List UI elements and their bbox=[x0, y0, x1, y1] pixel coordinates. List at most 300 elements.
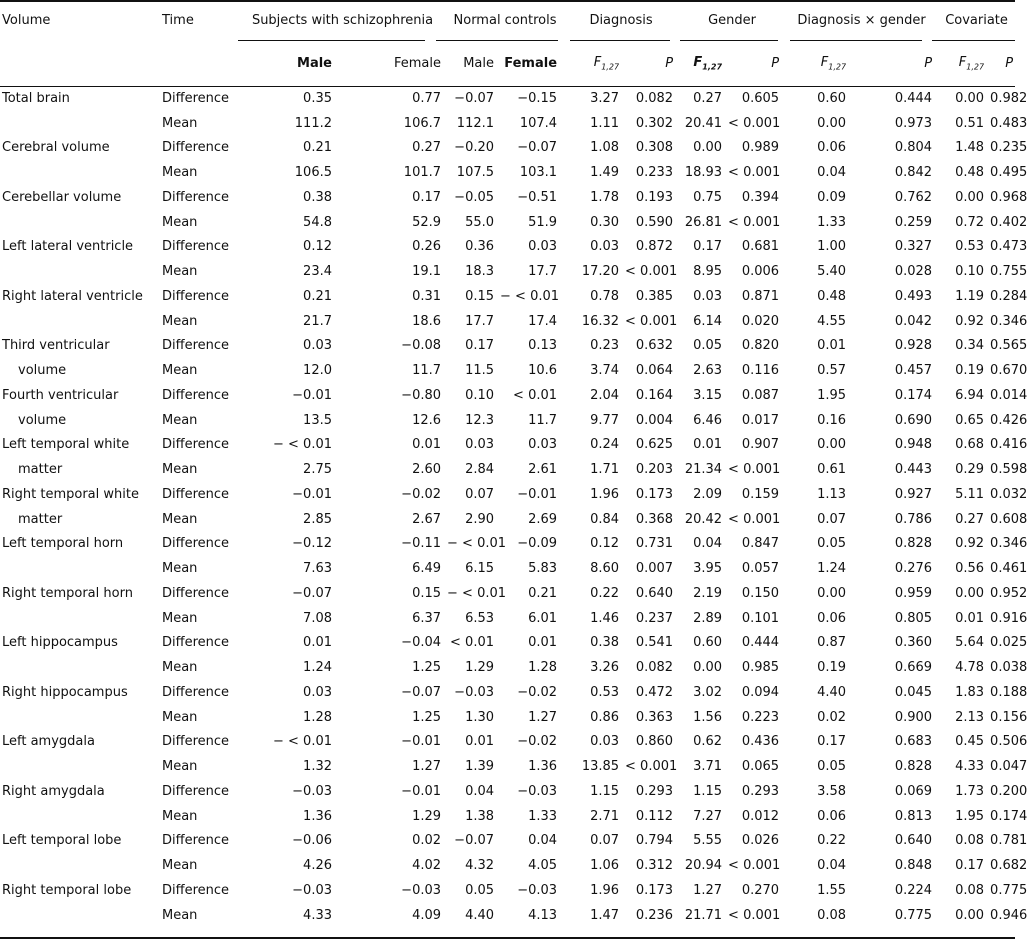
cell-volume: Right temporal white bbox=[2, 486, 139, 502]
cell-gender-p: 0.820 bbox=[741, 338, 780, 354]
cell-diagnosis-f: 0.86 bbox=[590, 709, 620, 725]
cell-covariate-f: 0.08 bbox=[955, 833, 985, 849]
cell-gender-p: 0.057 bbox=[741, 561, 780, 577]
cell-control-male: < 0.01 bbox=[450, 635, 495, 651]
cell-schizo-male: 2.75 bbox=[303, 462, 332, 478]
f-subscript: 1,27 bbox=[601, 62, 620, 72]
cell-schizo-female: 52.9 bbox=[412, 214, 442, 230]
cell-volume bbox=[0, 160, 162, 185]
cell-volume: Left temporal horn bbox=[2, 536, 124, 552]
cell-gender-p: 0.605 bbox=[741, 90, 780, 106]
cell-diagnosis-f: 1.96 bbox=[590, 882, 620, 898]
cell-diagnosis-p: 0.164 bbox=[635, 387, 674, 403]
table-row bbox=[0, 532, 1015, 557]
table-row bbox=[0, 556, 1015, 581]
cell-volume: Right temporal horn bbox=[2, 585, 133, 601]
cell-gender-f: 0.01 bbox=[693, 437, 723, 453]
f-subscript: 1,27 bbox=[966, 62, 985, 72]
cell-schizo-male: 7.63 bbox=[303, 561, 332, 577]
cell-time: Difference bbox=[162, 833, 230, 849]
table-row bbox=[0, 457, 1015, 482]
cell-gender-p: < 0.001 bbox=[728, 907, 781, 923]
cell-control-female: 1.27 bbox=[528, 709, 558, 725]
header-schizo-female: Female bbox=[394, 55, 442, 71]
cell-covariate-p: 0.682 bbox=[990, 858, 1027, 874]
cell-covariate-p: 0.565 bbox=[990, 338, 1027, 354]
cell-time: Difference bbox=[162, 189, 230, 205]
cell-interaction-f: 0.48 bbox=[817, 288, 847, 304]
cell-volume bbox=[0, 556, 162, 581]
cell-interaction-f: 0.00 bbox=[817, 585, 847, 601]
cell-schizo-female: −0.02 bbox=[401, 486, 442, 502]
cell-time: Mean bbox=[162, 165, 198, 181]
cell-time: Mean bbox=[162, 709, 198, 725]
cell-schizo-female: 1.27 bbox=[412, 759, 442, 775]
cell-gender-f: 2.19 bbox=[693, 585, 723, 601]
header-diagnosis-f bbox=[563, 40, 625, 86]
cell-gender-f: 21.34 bbox=[684, 462, 723, 478]
cell-covariate-f: 5.64 bbox=[955, 635, 985, 651]
cell-control-male: 6.53 bbox=[465, 610, 495, 626]
cell-covariate-f: 0.48 bbox=[955, 165, 985, 181]
cell-gender-p: 0.150 bbox=[741, 585, 780, 601]
cell-interaction-f: 0.06 bbox=[817, 140, 847, 156]
cell-diagnosis-p: 0.731 bbox=[635, 536, 674, 552]
cell-gender-f: 20.41 bbox=[684, 115, 723, 131]
cell-gender-f: 21.71 bbox=[684, 907, 723, 923]
table-row bbox=[0, 606, 1015, 631]
cell-covariate-f: 2.13 bbox=[955, 709, 985, 725]
header-schizophrenia: Subjects with schizophrenia bbox=[251, 12, 434, 28]
cell-schizo-female: 4.02 bbox=[412, 858, 442, 874]
cell-control-male: −0.03 bbox=[454, 684, 495, 700]
cell-schizo-female: 0.01 bbox=[412, 437, 442, 453]
cell-gender-p: 0.394 bbox=[741, 189, 780, 205]
cell-control-female: −0.02 bbox=[517, 684, 558, 700]
cell-covariate-p: 0.946 bbox=[990, 907, 1027, 923]
cell-control-female: 17.7 bbox=[528, 264, 558, 280]
cell-diagnosis-p: 0.173 bbox=[635, 882, 674, 898]
cell-volume: volume bbox=[18, 363, 67, 379]
cell-diagnosis-p: 0.203 bbox=[635, 462, 674, 478]
cell-gender-p: 0.907 bbox=[741, 437, 780, 453]
cell-gender-p: 0.871 bbox=[741, 288, 780, 304]
cell-covariate-p: 0.025 bbox=[990, 635, 1027, 651]
cell-gender-p: < 0.001 bbox=[728, 115, 781, 131]
f-letter: F bbox=[693, 54, 703, 70]
cell-gender-p: 0.989 bbox=[741, 140, 780, 156]
cell-control-female: 10.6 bbox=[528, 363, 558, 379]
cell-interaction-f: 1.55 bbox=[817, 882, 847, 898]
cell-diagnosis-p: 0.541 bbox=[635, 635, 674, 651]
cell-interaction-p: 0.443 bbox=[894, 462, 933, 478]
cell-schizo-female: 0.31 bbox=[412, 288, 442, 304]
cell-interaction-p: 0.259 bbox=[894, 214, 933, 230]
cell-diagnosis-p: 0.472 bbox=[635, 684, 674, 700]
cell-time: Mean bbox=[162, 660, 198, 676]
cell-time: Mean bbox=[162, 264, 198, 280]
cell-diagnosis-f: 8.60 bbox=[590, 561, 620, 577]
cell-covariate-f: 4.78 bbox=[955, 660, 985, 676]
cell-diagnosis-f: 0.38 bbox=[590, 635, 620, 651]
cell-interaction-f: 0.04 bbox=[817, 165, 847, 181]
cell-time: Difference bbox=[162, 882, 230, 898]
cell-diagnosis-p: 0.640 bbox=[635, 585, 674, 601]
cell-gender-f: 2.63 bbox=[693, 363, 723, 379]
table-row bbox=[0, 309, 1015, 334]
cell-schizo-female: −0.08 bbox=[401, 338, 442, 354]
cell-gender-p: < 0.001 bbox=[728, 462, 781, 478]
cell-gender-p: 0.293 bbox=[741, 783, 780, 799]
cell-diagnosis-p: 0.082 bbox=[635, 660, 674, 676]
cell-control-female: 2.69 bbox=[528, 511, 558, 527]
cell-control-male: 1.29 bbox=[465, 660, 495, 676]
cell-interaction-f: 0.02 bbox=[817, 709, 847, 725]
cell-diagnosis-f: 0.07 bbox=[590, 833, 620, 849]
cell-control-male: 12.3 bbox=[465, 412, 495, 428]
table-row bbox=[0, 754, 1015, 779]
cell-control-male: 17.7 bbox=[465, 313, 495, 329]
cell-diagnosis-f: 1.46 bbox=[590, 610, 620, 626]
cell-volume: Right lateral ventricle bbox=[2, 288, 143, 304]
cell-diagnosis-f: 1.78 bbox=[590, 189, 620, 205]
cell-gender-f: 20.94 bbox=[684, 858, 723, 874]
cell-diagnosis-p: 0.308 bbox=[635, 140, 674, 156]
header-control-male: Male bbox=[463, 55, 495, 71]
cell-diagnosis-f: 1.08 bbox=[590, 140, 620, 156]
header-empty-volume bbox=[0, 40, 162, 86]
cell-diagnosis-p: 0.233 bbox=[635, 165, 674, 181]
cell-schizo-male: −0.12 bbox=[292, 536, 332, 552]
cell-time: Difference bbox=[162, 585, 230, 601]
cell-gender-p: < 0.001 bbox=[728, 858, 781, 874]
header-covariate-f bbox=[938, 40, 990, 86]
table-row bbox=[0, 482, 1015, 507]
cell-schizo-male: 12.0 bbox=[303, 363, 332, 379]
cell-schizo-male: 1.32 bbox=[303, 759, 332, 775]
cell-diagnosis-p: 0.363 bbox=[635, 709, 674, 725]
cell-gender-p: 0.012 bbox=[741, 808, 780, 824]
cell-covariate-f: 0.29 bbox=[955, 462, 985, 478]
cell-schizo-female: 12.6 bbox=[412, 412, 442, 428]
cell-interaction-f: 0.57 bbox=[817, 363, 847, 379]
header-empty-time bbox=[162, 40, 238, 86]
cell-covariate-p: 0.506 bbox=[990, 734, 1027, 750]
cell-covariate-p: 0.188 bbox=[990, 684, 1027, 700]
cell-interaction-p: 0.762 bbox=[894, 189, 933, 205]
header-row-groups bbox=[0, 0, 1015, 40]
cell-control-male: −0.07 bbox=[454, 90, 495, 106]
header-interaction-f bbox=[785, 40, 852, 86]
cell-time: Difference bbox=[162, 734, 230, 750]
cell-schizo-female: 106.7 bbox=[403, 115, 442, 131]
cell-time: Difference bbox=[162, 486, 230, 502]
cell-time: Mean bbox=[162, 511, 198, 527]
cell-covariate-p: 0.346 bbox=[990, 313, 1027, 329]
cell-time: Mean bbox=[162, 759, 198, 775]
cell-control-female: 1.36 bbox=[528, 759, 558, 775]
table-row bbox=[0, 86, 1015, 111]
cell-covariate-p: 0.670 bbox=[990, 363, 1027, 379]
cell-gender-p: 0.087 bbox=[741, 387, 780, 403]
cell-interaction-f: 4.40 bbox=[817, 684, 847, 700]
cell-control-female: 0.21 bbox=[528, 585, 558, 601]
cell-diagnosis-f: 16.32 bbox=[581, 313, 620, 329]
table-row bbox=[0, 680, 1015, 705]
cell-time: Mean bbox=[162, 808, 198, 824]
cell-schizo-male: 111.2 bbox=[294, 115, 332, 131]
cell-covariate-f: 1.95 bbox=[955, 808, 985, 824]
cell-interaction-p: 0.959 bbox=[894, 585, 933, 601]
cell-covariate-f: 0.00 bbox=[955, 907, 985, 923]
cell-schizo-female: 0.02 bbox=[412, 833, 442, 849]
cell-interaction-f: 0.01 bbox=[817, 338, 847, 354]
cell-volume bbox=[0, 853, 162, 878]
cell-control-male: 0.15 bbox=[465, 288, 495, 304]
cell-diagnosis-p: 0.385 bbox=[635, 288, 674, 304]
cell-schizo-female: −0.04 bbox=[401, 635, 442, 651]
cell-covariate-p: 0.174 bbox=[990, 808, 1027, 824]
cell-diagnosis-f: 1.11 bbox=[590, 115, 620, 131]
cell-schizo-male: 0.21 bbox=[303, 288, 332, 304]
cell-interaction-p: 0.224 bbox=[894, 882, 933, 898]
cell-time: Difference bbox=[162, 684, 230, 700]
cell-control-female: 5.83 bbox=[528, 561, 558, 577]
table-row bbox=[0, 160, 1015, 185]
table-row bbox=[0, 804, 1015, 829]
cell-volume: Right temporal lobe bbox=[2, 882, 132, 898]
cell-schizo-male: −0.01 bbox=[292, 387, 332, 403]
cell-control-male: 55.0 bbox=[465, 214, 495, 230]
table-row bbox=[0, 433, 1015, 458]
cell-covariate-f: 0.92 bbox=[955, 313, 985, 329]
cell-schizo-male: 23.4 bbox=[303, 264, 332, 280]
cell-gender-f: 6.46 bbox=[693, 412, 723, 428]
cell-control-male: 1.38 bbox=[465, 808, 495, 824]
cell-interaction-f: 0.08 bbox=[817, 907, 847, 923]
table-row bbox=[0, 631, 1015, 656]
cell-control-male: − < 0.01 bbox=[447, 585, 507, 601]
cell-schizo-male: 0.38 bbox=[303, 189, 332, 205]
cell-diagnosis-p: 0.590 bbox=[635, 214, 674, 230]
cell-gender-f: 0.00 bbox=[693, 660, 723, 676]
cell-diagnosis-f: 0.23 bbox=[590, 338, 620, 354]
cell-covariate-p: 0.952 bbox=[990, 585, 1027, 601]
cell-covariate-f: 1.83 bbox=[955, 684, 985, 700]
cell-covariate-p: 0.495 bbox=[990, 165, 1027, 181]
cell-covariate-f: 0.00 bbox=[955, 90, 985, 106]
cell-covariate-p: 0.284 bbox=[990, 288, 1027, 304]
cell-covariate-p: 0.235 bbox=[990, 140, 1027, 156]
cell-schizo-male: 0.03 bbox=[303, 338, 332, 354]
cell-gender-f: 20.42 bbox=[684, 511, 723, 527]
cell-diagnosis-p: 0.007 bbox=[635, 561, 674, 577]
cell-interaction-p: 0.813 bbox=[894, 808, 933, 824]
cell-control-female: −0.02 bbox=[517, 734, 558, 750]
cell-control-female: −0.09 bbox=[517, 536, 558, 552]
cell-diagnosis-p: 0.173 bbox=[635, 486, 674, 502]
cell-schizo-male: 4.26 bbox=[303, 858, 332, 874]
cell-interaction-p: 0.457 bbox=[894, 363, 933, 379]
cell-gender-f: 6.14 bbox=[693, 313, 723, 329]
cell-schizo-male: 0.12 bbox=[303, 239, 332, 255]
cell-interaction-p: 0.927 bbox=[894, 486, 933, 502]
cell-covariate-f: 0.08 bbox=[955, 882, 985, 898]
cell-control-female: −0.07 bbox=[517, 140, 558, 156]
cell-time: Mean bbox=[162, 561, 198, 577]
cell-interaction-p: 0.900 bbox=[894, 709, 933, 725]
cell-interaction-p: 0.683 bbox=[894, 734, 933, 750]
cell-gender-f: 3.71 bbox=[693, 759, 723, 775]
cell-diagnosis-p: 0.794 bbox=[635, 833, 674, 849]
table-row bbox=[0, 284, 1015, 309]
cell-control-female: 107.4 bbox=[519, 115, 558, 131]
cell-time: Difference bbox=[162, 338, 230, 354]
cell-time: Difference bbox=[162, 536, 230, 552]
cell-schizo-male: 54.8 bbox=[303, 214, 332, 230]
table-row bbox=[0, 334, 1015, 359]
cell-interaction-f: 0.00 bbox=[817, 115, 847, 131]
cell-time: Difference bbox=[162, 437, 230, 453]
cell-schizo-male: 21.7 bbox=[303, 313, 332, 329]
cell-interaction-f: 0.16 bbox=[817, 412, 847, 428]
cell-interaction-f: 0.06 bbox=[817, 610, 847, 626]
cell-control-female: 11.7 bbox=[528, 412, 558, 428]
cell-interaction-p: 0.973 bbox=[894, 115, 933, 131]
cell-covariate-f: 1.48 bbox=[955, 140, 985, 156]
cell-control-male: 18.3 bbox=[465, 264, 495, 280]
cell-gender-p: 0.681 bbox=[741, 239, 780, 255]
cell-control-male: 4.32 bbox=[465, 858, 495, 874]
cell-schizo-female: 101.7 bbox=[403, 165, 442, 181]
cell-gender-f: 1.15 bbox=[693, 783, 723, 799]
cell-diagnosis-f: 0.84 bbox=[590, 511, 620, 527]
header-diagnosis: Diagnosis bbox=[589, 12, 653, 28]
cell-diagnosis-f: 0.22 bbox=[590, 585, 620, 601]
cell-covariate-f: 0.27 bbox=[955, 511, 985, 527]
cell-gender-f: 0.60 bbox=[693, 635, 723, 651]
cell-gender-f: 18.93 bbox=[684, 165, 723, 181]
cell-time: Difference bbox=[162, 288, 230, 304]
cell-interaction-f: 0.87 bbox=[817, 635, 847, 651]
cell-covariate-p: 0.916 bbox=[990, 610, 1027, 626]
cell-interaction-f: 0.00 bbox=[817, 437, 847, 453]
table-row bbox=[0, 705, 1015, 730]
cell-interaction-f: 0.61 bbox=[817, 462, 847, 478]
cell-gender-p: < 0.001 bbox=[728, 511, 781, 527]
cell-interaction-f: 0.06 bbox=[817, 808, 847, 824]
cell-control-male: 107.5 bbox=[456, 165, 495, 181]
cell-schizo-male: −0.06 bbox=[292, 833, 332, 849]
cell-time: Mean bbox=[162, 858, 198, 874]
cell-diagnosis-f: 0.24 bbox=[590, 437, 620, 453]
cell-control-female: 0.04 bbox=[528, 833, 558, 849]
cell-schizo-female: −0.80 bbox=[401, 387, 442, 403]
f-letter: F bbox=[958, 54, 967, 70]
cell-volume bbox=[0, 903, 162, 928]
cell-schizo-female: 1.29 bbox=[412, 808, 442, 824]
cell-diagnosis-p: 0.368 bbox=[635, 511, 674, 527]
header-schizo-male: Male bbox=[297, 55, 332, 71]
cell-interaction-f: 0.05 bbox=[817, 536, 847, 552]
cell-schizo-female: 2.60 bbox=[412, 462, 442, 478]
cell-covariate-p: 0.968 bbox=[990, 189, 1027, 205]
cell-covariate-p: 0.473 bbox=[990, 239, 1027, 255]
cell-interaction-f: 1.13 bbox=[817, 486, 847, 502]
cell-covariate-f: 5.11 bbox=[955, 486, 985, 502]
cell-interaction-p: 0.444 bbox=[894, 90, 933, 106]
cell-time: Mean bbox=[162, 907, 198, 923]
cell-volume: matter bbox=[18, 462, 63, 478]
cell-covariate-p: 0.047 bbox=[990, 759, 1027, 775]
cell-schizo-female: 18.6 bbox=[412, 313, 442, 329]
cell-covariate-p: 0.156 bbox=[990, 709, 1027, 725]
cell-gender-f: 2.89 bbox=[693, 610, 723, 626]
cell-schizo-female: −0.01 bbox=[401, 734, 442, 750]
cell-gender-p: 0.116 bbox=[741, 363, 780, 379]
cell-diagnosis-f: 0.12 bbox=[590, 536, 620, 552]
cell-covariate-f: 0.00 bbox=[955, 189, 985, 205]
cell-covariate-p: 0.755 bbox=[990, 264, 1027, 280]
cell-volume: matter bbox=[18, 511, 63, 527]
cell-diagnosis-p: 0.293 bbox=[635, 783, 674, 799]
cell-control-male: 0.10 bbox=[465, 387, 495, 403]
cell-schizo-male: 1.28 bbox=[303, 709, 332, 725]
cell-covariate-p: 0.426 bbox=[990, 412, 1027, 428]
cell-control-male: 0.07 bbox=[465, 486, 495, 502]
cell-diagnosis-f: 0.03 bbox=[590, 734, 620, 750]
cell-gender-f: 7.27 bbox=[693, 808, 723, 824]
cell-control-female: 103.1 bbox=[519, 165, 558, 181]
cell-covariate-p: 0.014 bbox=[990, 387, 1027, 403]
header-row-subcolumns bbox=[0, 40, 1015, 86]
table-row bbox=[0, 185, 1015, 210]
cell-control-female: 1.28 bbox=[528, 660, 558, 676]
cell-time: Mean bbox=[162, 115, 198, 131]
cell-control-female: < 0.01 bbox=[513, 387, 558, 403]
cell-interaction-p: 0.640 bbox=[894, 833, 933, 849]
cell-diagnosis-p: 0.082 bbox=[635, 90, 674, 106]
cell-diagnosis-f: 1.15 bbox=[590, 783, 620, 799]
cell-gender-p: 0.270 bbox=[741, 882, 780, 898]
cell-diagnosis-f: 1.96 bbox=[590, 486, 620, 502]
cell-interaction-p: 0.928 bbox=[894, 338, 933, 354]
cell-schizo-female: −0.11 bbox=[401, 536, 442, 552]
cell-covariate-f: 0.34 bbox=[955, 338, 985, 354]
cell-schizo-male: −0.03 bbox=[292, 783, 332, 799]
cell-time: Difference bbox=[162, 635, 230, 651]
cell-interaction-f: 3.58 bbox=[817, 783, 847, 799]
cell-gender-f: 3.15 bbox=[693, 387, 723, 403]
cell-interaction-p: 0.828 bbox=[894, 759, 933, 775]
header-interaction: Diagnosis × gender bbox=[797, 12, 926, 28]
cell-time: Difference bbox=[162, 783, 230, 799]
header-covariate-p: P bbox=[1005, 55, 1014, 71]
table-body bbox=[0, 86, 1027, 928]
cell-diagnosis-p: 0.860 bbox=[635, 734, 674, 750]
cell-interaction-f: 5.40 bbox=[817, 264, 847, 280]
cell-control-female: 4.13 bbox=[528, 907, 558, 923]
cell-schizo-male: 1.36 bbox=[303, 808, 332, 824]
cell-control-female: 51.9 bbox=[528, 214, 558, 230]
cell-volume: Left lateral ventricle bbox=[2, 239, 134, 255]
table-row bbox=[0, 210, 1015, 235]
cell-diagnosis-f: 0.03 bbox=[590, 239, 620, 255]
cell-diagnosis-f: 1.71 bbox=[590, 462, 620, 478]
cell-diagnosis-f: 3.26 bbox=[590, 660, 620, 676]
cell-interaction-p: 0.493 bbox=[894, 288, 933, 304]
cell-covariate-f: 0.00 bbox=[955, 585, 985, 601]
